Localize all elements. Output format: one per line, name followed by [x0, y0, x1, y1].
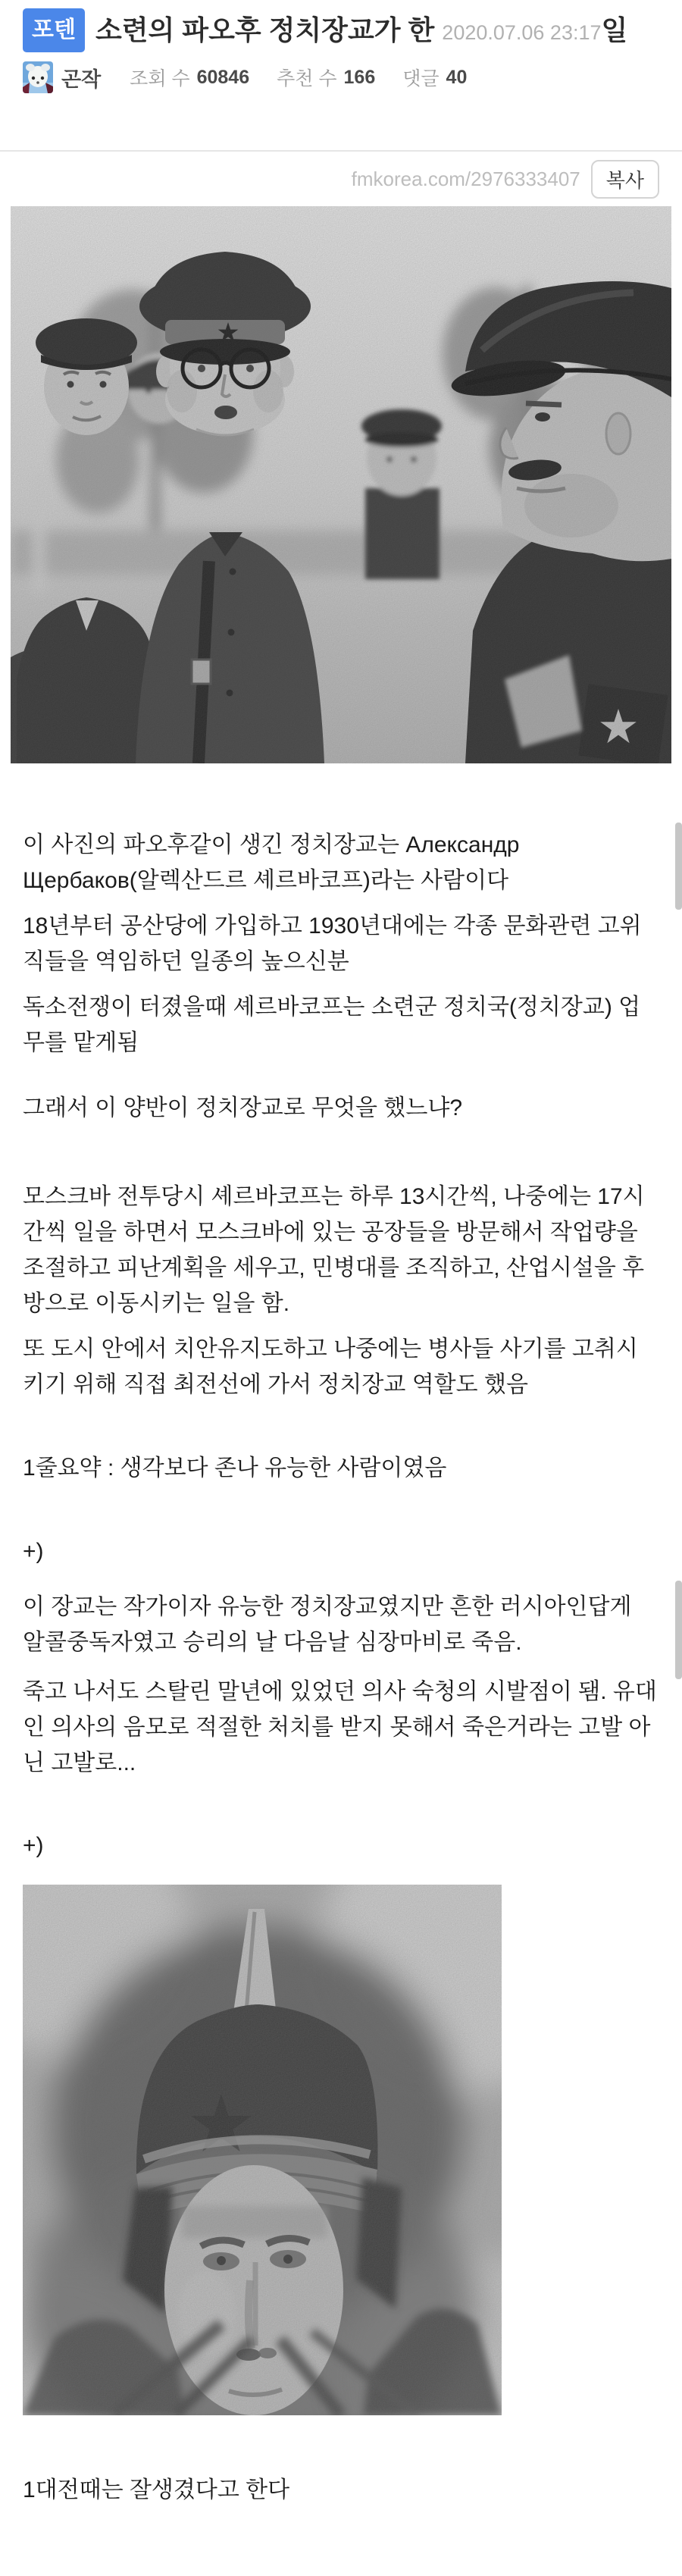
stat-views — [130, 64, 249, 91]
stat-comments-value: 40 — [446, 66, 468, 88]
body-paragraph: +) — [23, 1833, 44, 1858]
body-paragraph: 독소전쟁이 터졌을때 셰르바코프는 소련군 정치국(정치장교) 업무를 맡게됨 — [23, 995, 641, 1055]
avatar[interactable] — [23, 61, 53, 93]
stat-views-value: 60846 — [196, 66, 250, 88]
body-paragraph: 그래서 이 양반이 정치장교로 무엇을 했느냐? — [23, 1095, 462, 1120]
body-paragraph: 모스크바 전투당시 셰르바코프는 하루 13시간씩, 나중에는 17시간씩 일을 하면서 모스크바에 있는 공장들을 방문해서 작업량을 조절하고 피난계획을 세우고, 민병대를 조직하고, 산업시설을 후방으로 이동시키는 일을 함. — [23, 1184, 645, 1316]
author-row — [23, 61, 659, 94]
stat-likes — [277, 64, 375, 91]
body-paragraph: 이 사진의 파오후같이 생긴 정치장교는 Александр Щербаков(알렉산드르 셰르바코프)라는 사람이다 — [23, 832, 520, 893]
post-title: 소련의 파오후 정치장교가 한 — [95, 14, 435, 45]
header-divider — [0, 150, 682, 152]
body-paragraph: +) — [23, 1539, 44, 1564]
main-photo[interactable] — [11, 206, 671, 763]
stat-comments — [402, 64, 467, 91]
stat-views-label: 조회 수 — [130, 68, 190, 89]
poten-badge[interactable]: 포텐 — [23, 8, 85, 52]
author-nickname[interactable]: 곤작 — [61, 67, 102, 91]
body-paragraph: 또 도시 안에서 치안유지도하고 나중에는 병사들 사기를 고취시키기 위해 직접 최전선에 가서 정치장교 역할도 했음 — [23, 1337, 638, 1397]
stat-comments-label: 댓글 — [402, 68, 440, 89]
avatar-image — [23, 61, 53, 93]
scrollbar-thumb[interactable] — [675, 823, 682, 910]
share-url: fmkorea.com/2976333407 — [351, 167, 580, 190]
portrait-photo[interactable] — [23, 1885, 502, 2415]
body-paragraph: 18년부터 공산당에 가입하고 1930년대에는 각종 문화관련 고위직들을 역임하던 일종의 높으신분 — [23, 914, 642, 974]
body-paragraph: 1대전때는 잘생겼다고 한다 — [23, 2477, 290, 2502]
stat-likes-value: 166 — [343, 66, 376, 88]
post-body — [23, 827, 659, 2508]
post-stats — [130, 64, 467, 91]
body-paragraph: 이 장교는 작가이자 유능한 정치장교였지만 흔한 러시아인답게 알콜중독자였고 승리의 날 다음날 심장마비로 죽음. — [23, 1594, 632, 1655]
share-row — [23, 162, 659, 196]
post-title-block — [23, 0, 659, 55]
post-title-tail: 일 — [601, 14, 628, 45]
post-date: 2020.07.06 23:17 — [442, 21, 602, 44]
stat-likes-label: 추천 수 — [277, 68, 337, 89]
scrollbar-thumb[interactable] — [675, 1581, 682, 1679]
body-paragraph: 1줄요약 : 생각보다 존나 유능한 사람이였음 — [23, 1456, 447, 1481]
body-paragraph: 죽고 나서도 스탈린 말년에 있었던 의사 숙청의 시발점이 됌. 유대인 의사의 음모로 적절한 처치를 받지 못해서 죽은거라는 고발 아닌 고발로... — [23, 1679, 657, 1775]
copy-button[interactable]: 복사 — [591, 160, 659, 199]
